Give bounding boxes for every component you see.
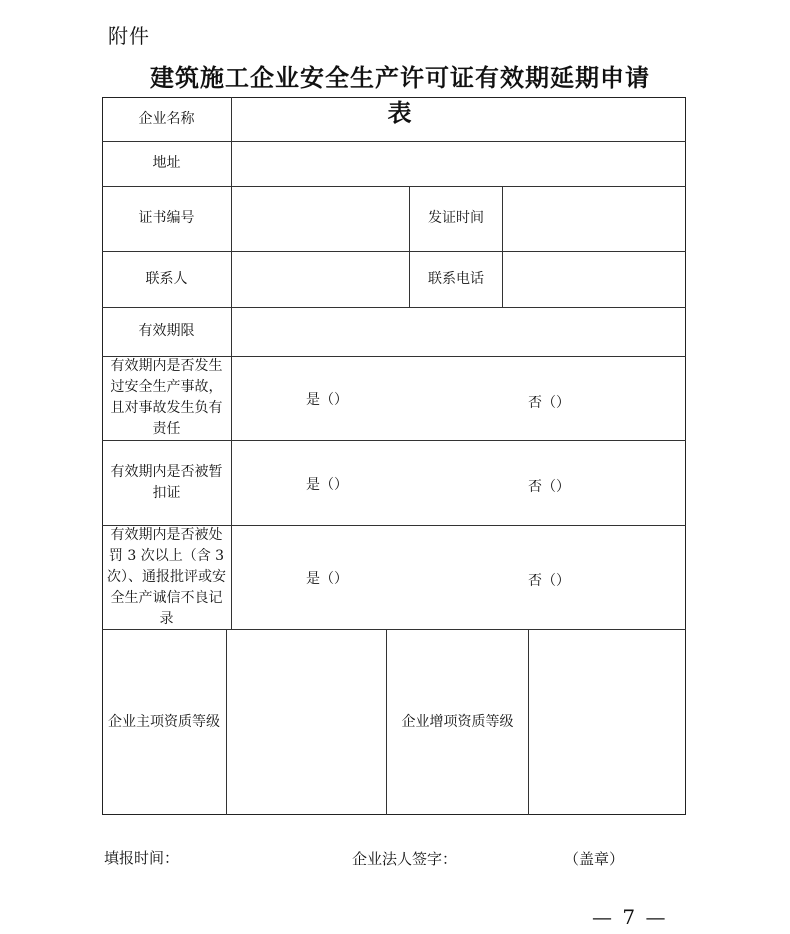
accident-yes-option[interactable]: 是（） (306, 392, 348, 408)
issue-date-label: 发证时间 (428, 210, 484, 226)
form-title: 建筑施工企业安全生产许可证有效期延期申请表 (150, 63, 650, 127)
contact-phone-value-cell[interactable] (503, 251, 686, 307)
suspension-question-label: 有效期内是否被暂扣证 (110, 463, 223, 501)
address-label: 地址 (152, 155, 181, 171)
contact-person-value-cell[interactable] (232, 251, 409, 307)
main-qualification-value-cell[interactable] (227, 629, 386, 815)
seal-label: （盖章） (564, 850, 625, 868)
validity-period-value-cell[interactable] (232, 307, 686, 356)
main-qualification-label: 企业主项资质等级 (108, 713, 220, 730)
attachment-label: 附件 (108, 24, 150, 48)
certificate-number-label: 证书编号 (138, 210, 195, 226)
additional-qualification-label: 企业增项资质等级 (401, 713, 514, 730)
issue-date-value-cell[interactable] (503, 186, 686, 251)
contact-person-label: 联系人 (145, 270, 188, 287)
validity-period-label: 有效期限 (138, 323, 195, 339)
additional-qualification-value-cell[interactable] (529, 629, 686, 815)
filled-time-label: 填报时间： (104, 849, 180, 867)
penalty-no-option[interactable]: 否（） (528, 573, 570, 589)
company-name-label: 企业名称 (138, 110, 195, 127)
certificate-number-value-cell[interactable] (232, 186, 409, 251)
penalty-yes-option[interactable]: 是（） (306, 571, 348, 587)
company-name-value-cell[interactable] (232, 97, 686, 141)
suspension-yes-option[interactable]: 是（） (306, 477, 348, 493)
page-number: — 7 — (592, 905, 668, 929)
address-value-cell[interactable] (232, 141, 686, 186)
contact-phone-label: 联系电话 (428, 270, 484, 287)
accident-no-option[interactable]: 否（） (528, 395, 570, 411)
penalty-question-label: 有效期内是否被处罚 3 次以上（含 3 次）、通报批评或安全生产诚信不良记录 (107, 526, 226, 627)
suspension-no-option[interactable]: 否（） (528, 479, 570, 495)
legal-signature-label: 企业法人签字： (352, 850, 458, 868)
accident-question-label: 有效期内是否发生过安全生产事故，且对事故发生负有责任 (110, 358, 223, 437)
